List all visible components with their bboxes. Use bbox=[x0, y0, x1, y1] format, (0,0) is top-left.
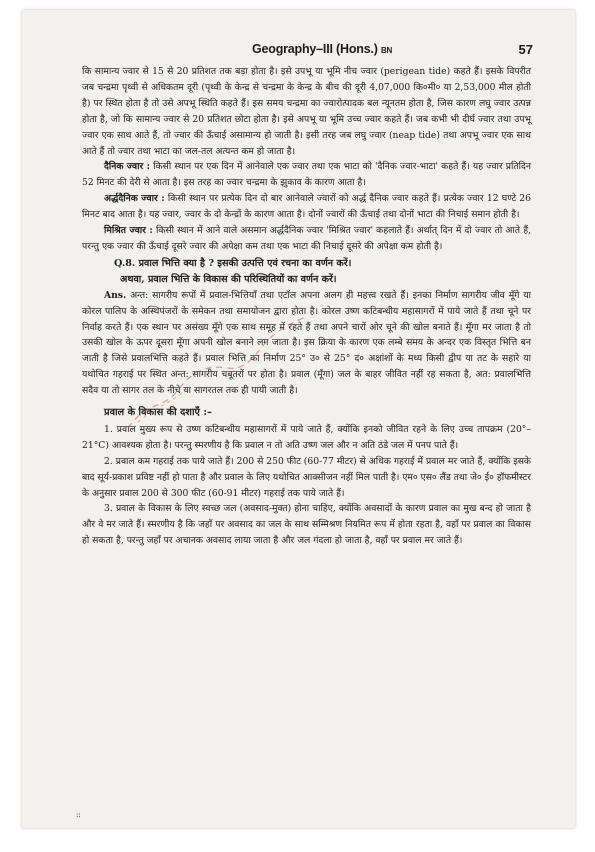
answer-label: Ans. bbox=[104, 289, 127, 301]
svg-text:::: :: bbox=[76, 811, 81, 818]
heading-daily-tide: दैनिक ज्वार : bbox=[104, 161, 151, 173]
page-body bbox=[82, 64, 531, 549]
heading-semidiurnal-tide: अर्द्धदैनिक ज्वार : bbox=[104, 193, 165, 205]
answer-paragraph bbox=[82, 288, 531, 399]
document-page bbox=[22, 10, 575, 828]
running-title: Geography–III (Hons.) BN bbox=[252, 42, 393, 56]
heading-mixed-tide: मिश्रित ज्वार : bbox=[104, 225, 153, 237]
page-header bbox=[84, 42, 533, 60]
text-semidiurnal-tide: किसी स्थान पर प्रत्येक दिन दो बार आनेवाले ज्वारों को अर्द्ध दैनिक ज्वार कहते हैं। प्रत्येक ज्वार 12 घण्टे 26 मिनट बाद आता है। यह ज्वार, ज्वार के दो केन्द्रों के कारण आता है। दोनों ज्वारों की ऊँचाई तथा दोनों भाटा की निचाई समान होती है। bbox=[82, 193, 531, 221]
page-number: 57 bbox=[518, 42, 533, 57]
corner-marks bbox=[76, 810, 100, 818]
paragraph-mixed-tide bbox=[82, 223, 531, 255]
running-title-suffix: BN bbox=[380, 46, 393, 55]
answer-text: अन्त: सागरीय रूपों में प्रवाल-भित्तियाँ तथा एटॉल अपना अलग ही महत्त्व रखते हैं। इनका निर्माण सागरीय जीव मूँगे या कोरल पालिप के अस्थिपंजरों के समेकन तथा समायोजन द्वारा होता है। कोरल उष्ण कटिबन्धीय महासागरों में पाये जाते हैं तथा चूने पर निर्वाह करते हैं। एक स्थान पर असंख्य मूँगे एक साथ समूह में रहते हैं तथा अपने चारों ओर चूने की खोल बनाते हैं। मूँगा मर जाता है तो उसकी खोल के ऊपर दूसरा मूँगा अपनी खोल बनाने लग जाता है। इस क्रिया के कारण एक लम्बे समय के अन्दर एक विस्तृत भित्ति बन जाती है जिसे प्रवालभित्ति कहते हैं। प्रवाल भित्ति का निर्माण 25° उ० से 25° द० अक्षांशों के मध्य किसी द्वीप या तट के सहारे या यथोचित गहराई पर स्थित अन्त: सागरीय चबूतरों पर होता है। प्रवाल (मूँगा) जल के बाहर जीवित नहीं रह सकता है, अत: प्रवालभित्ति सदैव या तो सागर तल के नीचे या सागरतल तक ही पायी जाती है। bbox=[82, 289, 531, 397]
point-2: 2. प्रवाल कम गहराई तक पाये जाते हैं। 200 से 250 फीट (60-77 मीटर) से अधिक गहराई में प्रवाल मर जाते हैं, क्योंकि इसके बाद सूर्य-प्रकाश प्रविष्ट नहीं हो पाता है और प्रवाल के लिए यथोचित आक्सीजन नहीं मिल पाती है। एम० एस० लैंड तथा जे० ई० हॉफमीस्टर के अनुसार प्रवाल 200 से 300 फीट (60-91 मीटर) गहराई तक पाये जाते हैं। bbox=[82, 455, 531, 499]
point-1: 1. प्रवाल मुख्य रूप से उष्ण कटिबन्धीय महासागरों में पाये जाते हैं, क्योंकि इनको जीवित रहने के लिए उच्च तापक्रम (20°–21°C) आवश्यक होता है। परन्तु स्मरणीय है कि प्रवाल न तो अति उष्ण जल और न अति ठंडे जल में पनप पाते हैं। bbox=[82, 423, 531, 451]
question-alternate: अथवा, प्रवाल भित्ति के विकास की परिस्थितियों का वर्णन करें। bbox=[120, 273, 337, 285]
paragraph-semidiurnal-tide bbox=[82, 191, 531, 223]
point-3: 3. प्रवाल के विकास के लिए स्वच्छ जल (अवसाद-मुक्त) होना चाहिए, क्योंकि अवसादों के कारण प्रवाल का मुख बन्द हो जाता है और वे मर जाते हैं। स्मरणीय है कि जहाँ पर अवसाद का जल के साथ सम्मिश्रण नियमित रूप में होता रहता है, वहाँ पर प्रवाल का विकास हो सकता है, परन्तु जहाँ पर अचानक अवसाद लाया जाता है और जल गंदला हो जाता है, वहाँ पर प्रवाल मर जाते हैं। bbox=[82, 503, 531, 547]
question-title: Q.8. प्रवाल भित्ति क्या है ? इसकी उत्पत्ति एवं रचना का वर्णन करें। bbox=[114, 257, 352, 269]
paragraph-tide-intro: कि सामान्य ज्वार से 15 से 20 प्रतिशत तक बड़ा होता है। इसे उपभू या भूमि नीच ज्वार (perigean tide) कहते हैं। इसके विपरीत जब चन्द्रमा पृथ्वी से अधिकतम दूरी (पृथ्वी के केन्द्र से चन्द्रमा के केन्द्र के बीच की दूरी 4,07,000 कि०मी० या 2,53,000 मील होती है) पर स्थित होता है तो उसे अपभू स्थिति कहते हैं। इस समय चन्द्रमा का ज्वारोत्पादक बल न्यूनतम होता है, जिस कारण लघु ज्वार उत्पन्न होता है, जो कि सामान्य ज्वार से 20 प्रतिशत छोटा होता है। इसे अपभू या भूमि उच्च ज्वार कहते हैं। जब कभी भी दीर्घ ज्वार तथा उपभू ज्वार एक साथ आते हैं, तो ज्वार की ऊँचाई असामान्य हो जाती है। इसी तरह जब लघु ज्वार (neap tide) तथा अपभू ज्वार एक साथ आते हैं तो ज्वार तथा भाटा का जल-तल अत्यन्त कम हो जाता है। bbox=[82, 66, 531, 157]
paragraph-daily-tide bbox=[82, 159, 531, 191]
question-block bbox=[82, 256, 531, 288]
section-heading: प्रवाल के विकास की दशाएँ :– bbox=[104, 407, 212, 419]
text-mixed-tide: किसी स्थान में आने वाले असमान अर्द्धदैनिक ज्वार 'मिश्रित ज्वार' कहलाते हैं। अर्थात् दिन में दो ज्वार तो आते हैं, परन्तु एक ज्वार की ऊँचाई दूसरे ज्वार की अपेक्षा कम तथा एक भाटा की निचाई दूसरे की अपेक्षा कम होती है। bbox=[82, 225, 531, 252]
text-daily-tide: किसी स्थान पर एक दिन में आनेवाले एक ज्वार तथा एक भाटा को 'दैनिक ज्वार-भाटा' कहते हैं। यह ज्वार प्रतिदिन 52 मिनट की देरी से आता है। इस तरह का ज्वार चन्द्रमा के झुकाव के कारण आता है। bbox=[82, 161, 532, 189]
